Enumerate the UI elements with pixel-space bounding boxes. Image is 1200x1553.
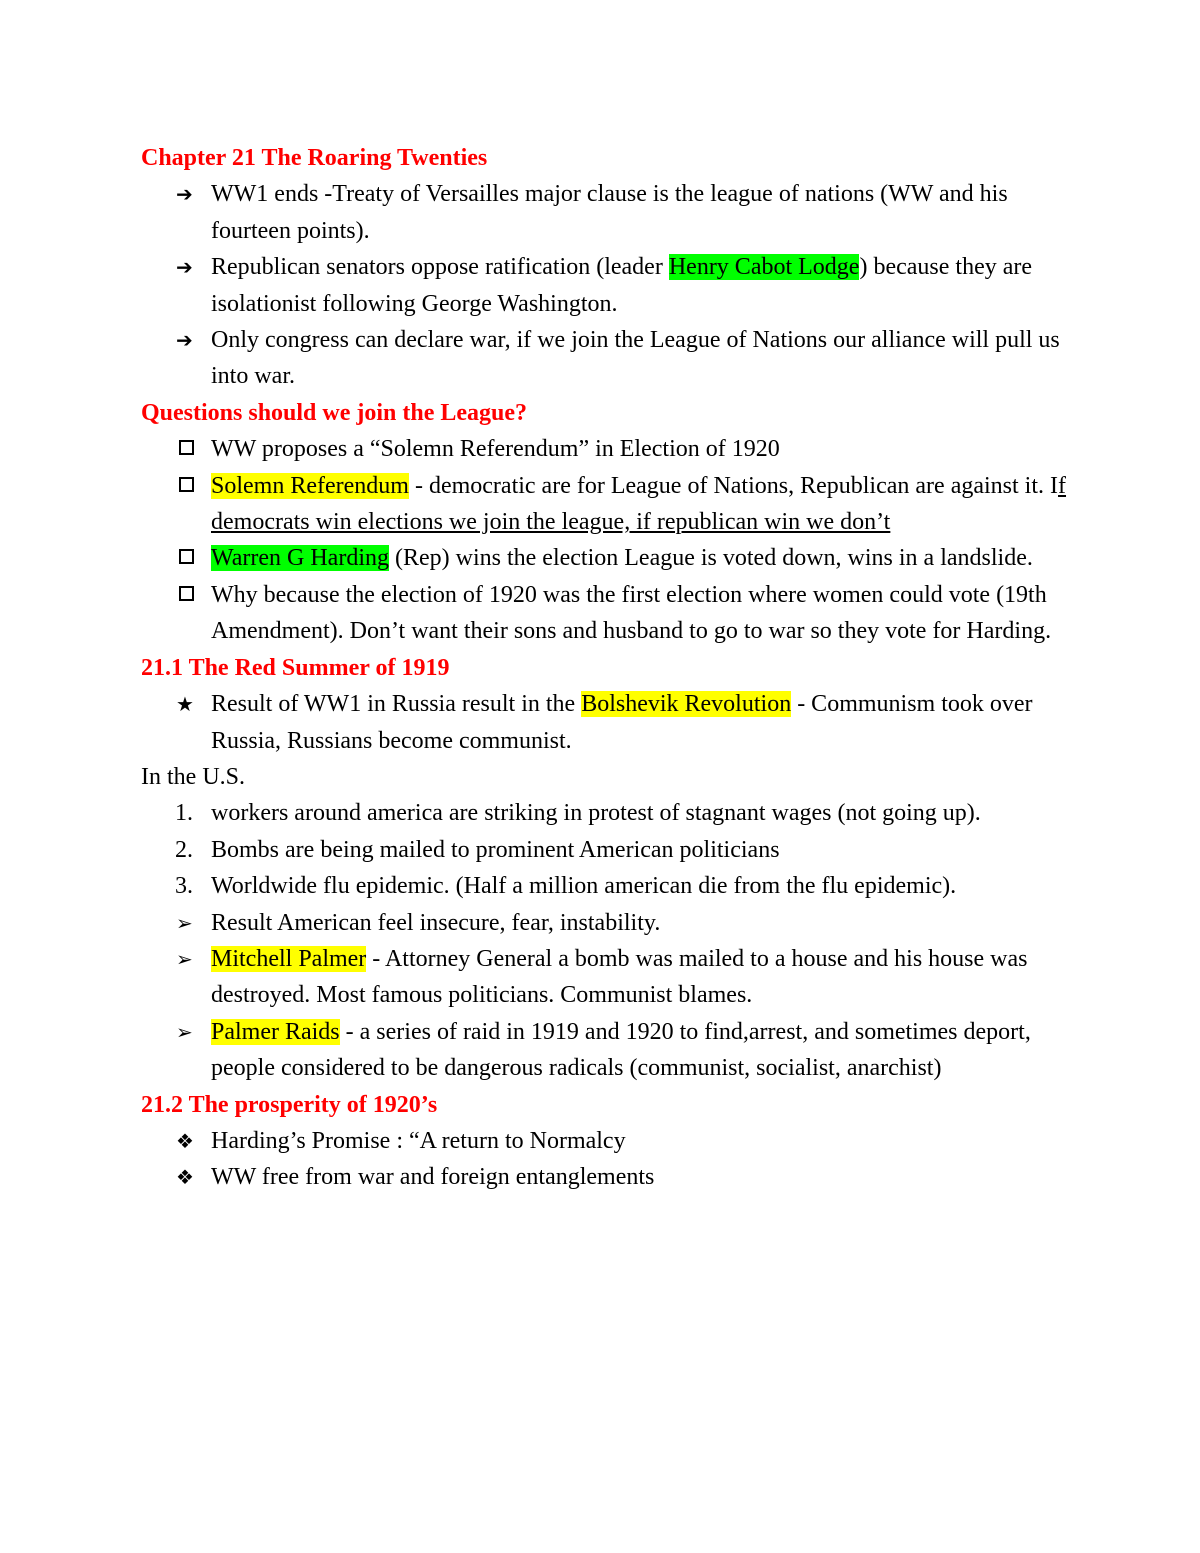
item-text: WW1 ends -Treaty of Versailles major clause is the league of nations (WW and his fourteen points). (211, 181, 1008, 244)
item-text: Bombs are being mailed to prominent American politicians (211, 836, 780, 863)
item-text: workers around america are striking in protest of stagnant wages (not going up). (211, 800, 981, 827)
highlight-mitchell-palmer: Mitchell Palmer (211, 945, 367, 972)
item-text-post: - democratic are for League of Nations, Republican are against it. I (408, 472, 1059, 499)
chapter-title: Chapter 21 The Roaring Twenties (141, 145, 488, 171)
checkbox-icon (179, 477, 194, 492)
prosperity-heading: 21.2 The prosperity of 1920’s (141, 1091, 438, 1118)
list-item (141, 1014, 1080, 1087)
checkbox-icon (179, 549, 194, 564)
underlined-text: f democrats win elections we join the league, if republican win we don’t (211, 472, 1067, 536)
highlight-solemn-referendum: Solemn Referendum (211, 472, 409, 499)
list-item (141, 468, 1080, 541)
red-summer-list (141, 686, 1080, 759)
item-text: Worldwide flu epidemic. (Half a million american die from the flu epidemic). (211, 873, 957, 900)
item-text: Result American feel insecure, fear, instability. (211, 909, 661, 936)
highlight-palmer-raids: Palmer Raids (211, 1018, 340, 1045)
questions-heading: Questions should we join the League? (141, 399, 528, 426)
list-item (141, 577, 1080, 650)
in-us-label: In the U.S. (141, 763, 245, 790)
arrowhead-icon: ➢ (176, 946, 193, 971)
red-summer-heading: 21.1 The Red Summer of 1919 (141, 654, 450, 681)
highlight-henry-cabot-lodge: Henry Cabot Lodge (668, 254, 860, 281)
item-text-pre: Republican senators oppose ratification (leader (211, 254, 669, 281)
list-item (141, 1123, 1080, 1159)
numbered-list (141, 795, 1080, 904)
item-text-post: ) because they are isolationist following George Washington. (211, 254, 1033, 317)
list-item (141, 431, 1080, 467)
arrowhead-icon: ➢ (176, 910, 193, 935)
list-item (141, 540, 1080, 576)
list-item (141, 249, 1080, 322)
star-icon: ★ (176, 692, 194, 717)
list-item (141, 322, 1080, 395)
right-arrow-icon: ➔ (176, 328, 193, 353)
list-item (141, 941, 1080, 1014)
item-text: WW free from war and foreign entanglements (211, 1164, 655, 1191)
item-text-post: (Rep) wins the election League is voted down, wins in a landslide. (389, 545, 1033, 572)
prosperity-list (141, 1123, 1080, 1196)
list-item (141, 795, 1080, 831)
item-text-post: - a series of raid in 1919 and 1920 to find,arrest, and sometimes deport, people considered to be dangerous radicals (communist, socialist, anarchist) (211, 1018, 1031, 1082)
item-text: Harding’s Promise : “A return to Normalcy (211, 1127, 626, 1154)
highlight-bolshevik-revolution: Bolshevik Revolution (581, 691, 792, 718)
list-item (141, 686, 1080, 759)
item-text: Why because the election of 1920 was the first election where women could vote (19th Amendment). Don’t want their sons and husband to go to war so they vote for Harding. (211, 581, 1052, 645)
list-item (141, 905, 1080, 941)
highlight-warren-g-harding: Warren G Harding (211, 545, 389, 572)
list-item (141, 868, 1080, 904)
item-text: Only congress can declare war, if we join the League of Nations our alliance will pull us into war. (211, 327, 1060, 390)
checkbox-icon (179, 586, 194, 601)
item-text-pre: Result of WW1 in Russia result in the (211, 691, 582, 718)
intro-list (141, 176, 1080, 394)
diamond-bullet-icon: ❖ (176, 1165, 194, 1190)
list-item (141, 1159, 1080, 1195)
item-number: 2. (175, 836, 193, 863)
item-text-post: - Attorney General a bomb was mailed to a house and his house was destroyed. Most famous politicians. Communist blames. (211, 945, 1028, 1009)
right-arrow-icon: ➔ (176, 182, 193, 207)
arrowhead-icon: ➢ (176, 1019, 193, 1044)
diamond-bullet-icon: ❖ (176, 1128, 194, 1153)
item-number: 3. (175, 873, 193, 900)
right-arrow-icon: ➔ (176, 255, 193, 280)
arrow-list (141, 905, 1080, 1087)
list-item (141, 832, 1080, 868)
list-item (141, 176, 1080, 249)
checkbox-icon (179, 440, 194, 455)
item-number: 1. (175, 800, 193, 827)
item-text: WW proposes a “Solemn Referendum” in Election of 1920 (211, 436, 780, 463)
item-text-post: - Communism took over Russia, Russians become communist. (211, 691, 1033, 754)
questions-list (141, 431, 1080, 649)
